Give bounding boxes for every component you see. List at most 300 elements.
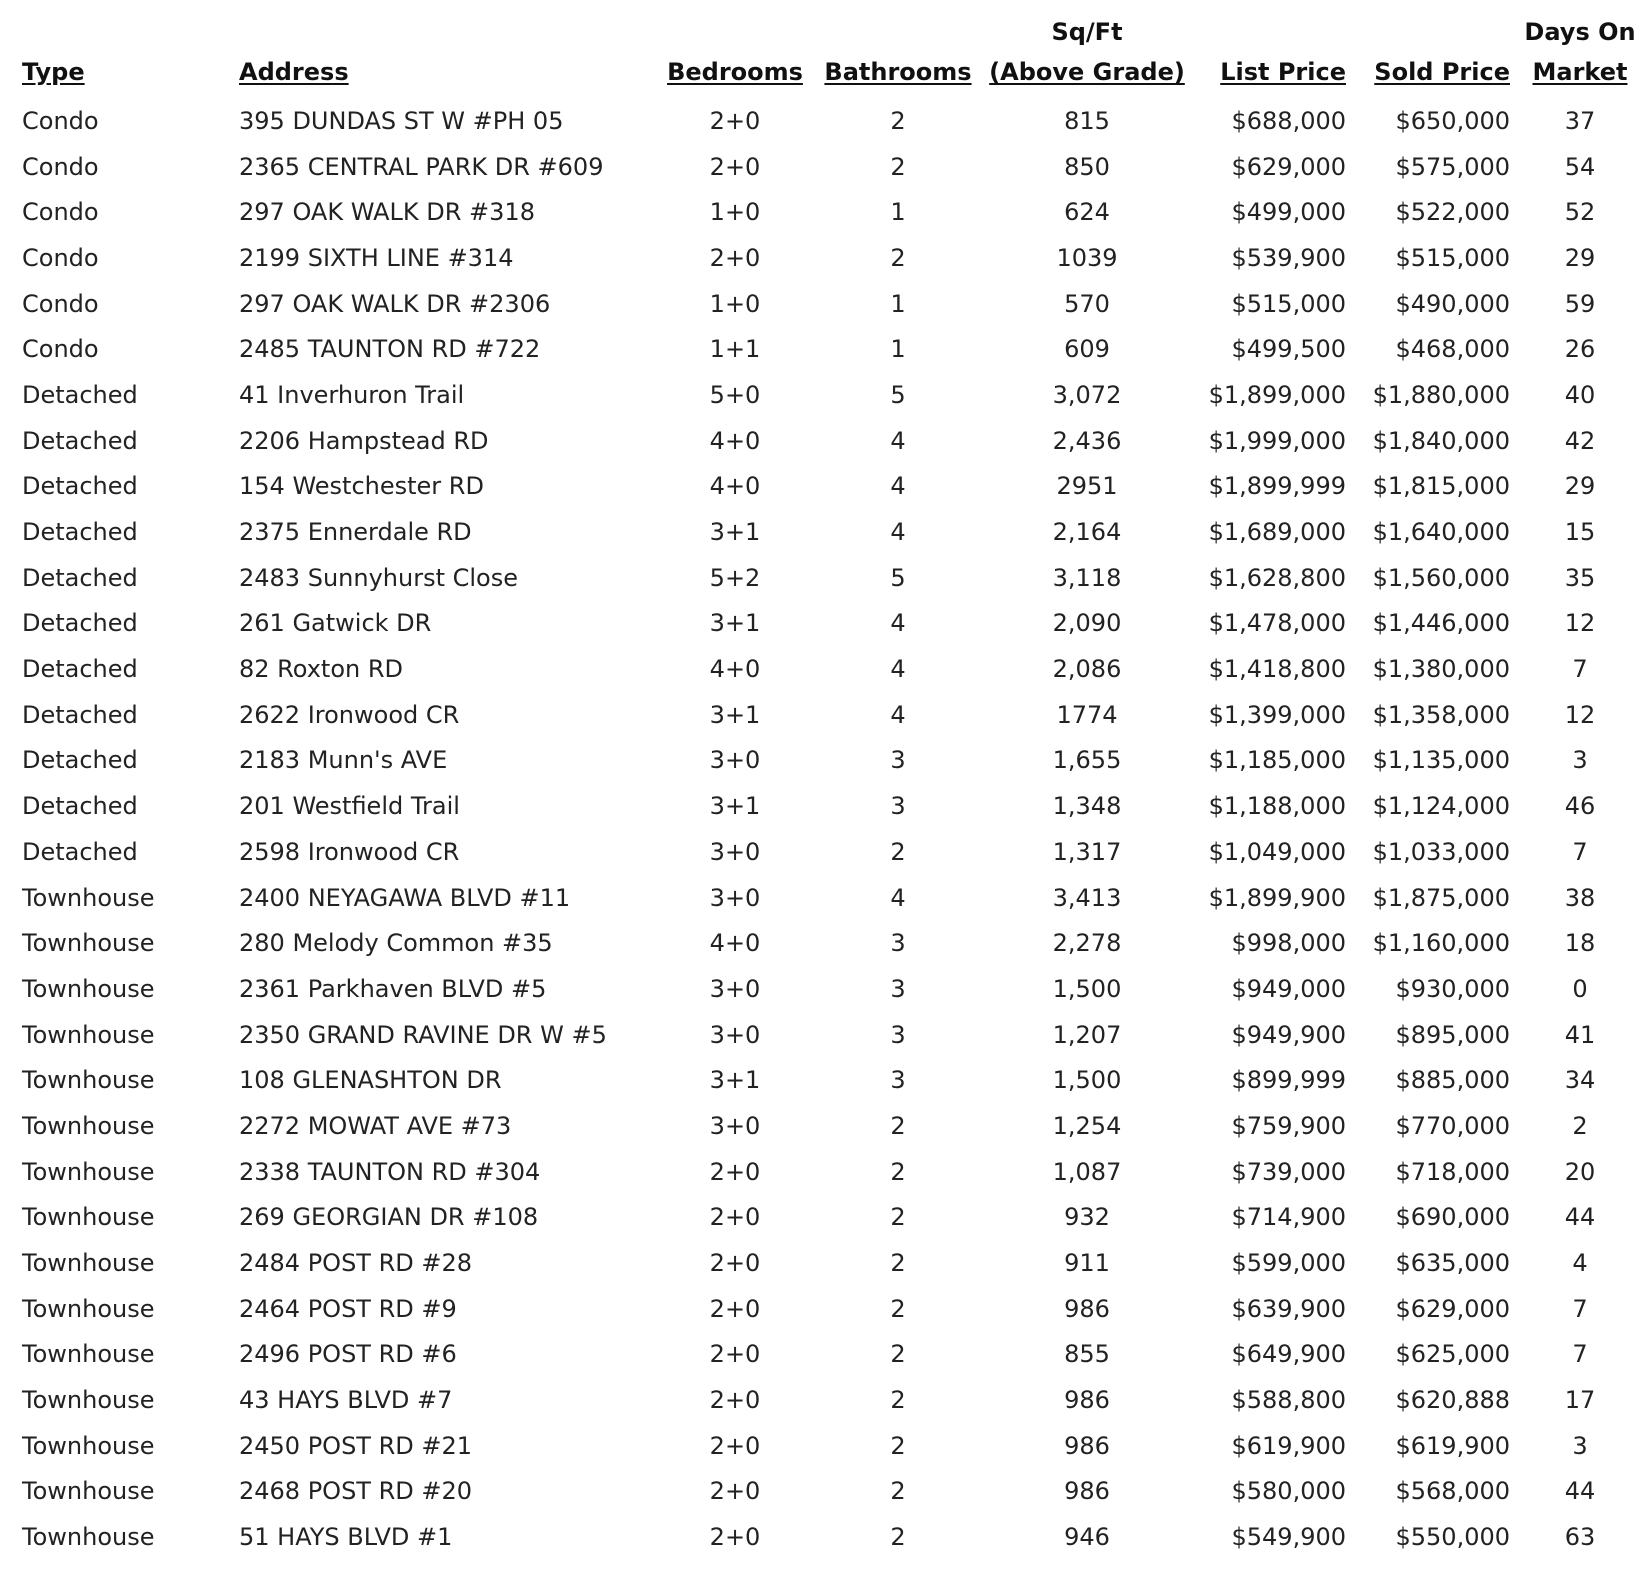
cell-type: Detached	[22, 563, 138, 592]
cell-bathrooms: 2	[890, 106, 906, 135]
cell-list-price: $1,185,000	[1208, 746, 1346, 775]
table-row	[0, 1149, 1650, 1195]
cell-bathrooms: 3	[890, 974, 906, 1003]
cell-days-on-market: 37	[1564, 106, 1596, 135]
cell-bedrooms: 2+0	[709, 152, 761, 181]
cell-sqft: 3,072	[1052, 380, 1122, 409]
cell-address: 395 DUNDAS ST W #PH 05	[239, 106, 564, 135]
cell-type: Detached	[22, 792, 138, 821]
table-row	[0, 1103, 1650, 1149]
cell-address: 82 Roxton RD	[239, 655, 404, 684]
table-row	[0, 464, 1650, 510]
cell-bedrooms: 2+0	[709, 1431, 761, 1460]
table-row	[0, 829, 1650, 875]
cell-address: 2598 Ironwood CR	[239, 837, 460, 866]
cell-sold-price: $650,000	[1395, 106, 1510, 135]
cell-sold-price: $1,124,000	[1372, 792, 1510, 821]
cell-address: 2272 MOWAT AVE #73	[239, 1111, 512, 1140]
table-row	[0, 372, 1650, 418]
header-row-bottom	[0, 46, 1650, 98]
cell-list-price: $619,900	[1231, 1431, 1346, 1460]
cell-sqft: 1,500	[1052, 974, 1122, 1003]
cell-sqft: 815	[1064, 106, 1110, 135]
cell-list-price: $1,999,000	[1208, 426, 1346, 455]
cell-sqft: 570	[1064, 289, 1110, 318]
cell-sqft: 2,436	[1052, 426, 1122, 455]
cell-type: Townhouse	[22, 1203, 155, 1232]
table-row	[0, 555, 1650, 601]
cell-sqft: 1039	[1056, 243, 1118, 272]
cell-sqft: 1,317	[1052, 837, 1122, 866]
cell-bedrooms: 3+0	[709, 883, 761, 912]
cell-list-price: $949,000	[1231, 974, 1346, 1003]
cell-bedrooms: 1+0	[709, 198, 761, 227]
table-row	[0, 601, 1650, 647]
cell-type: Condo	[22, 152, 99, 181]
cell-sqft: 2,086	[1052, 655, 1122, 684]
cell-sold-price: $1,135,000	[1372, 746, 1510, 775]
cell-bedrooms: 2+0	[709, 1203, 761, 1232]
cell-address: 2350 GRAND RAVINE DR W #5	[239, 1020, 607, 1049]
cell-bathrooms: 2	[890, 1340, 906, 1369]
cell-bedrooms: 2+0	[709, 1294, 761, 1323]
cell-days-on-market: 35	[1564, 563, 1596, 592]
cell-days-on-market: 46	[1564, 792, 1596, 821]
cell-bedrooms: 3+1	[709, 792, 761, 821]
cell-list-price: $515,000	[1231, 289, 1346, 318]
table-row	[0, 783, 1650, 829]
cell-bathrooms: 2	[890, 1523, 906, 1552]
header-sqft-bottom: (Above Grade)	[989, 58, 1185, 86]
cell-days-on-market: 29	[1564, 243, 1596, 272]
cell-type: Detached	[22, 746, 138, 775]
cell-bedrooms: 2+0	[709, 1386, 761, 1415]
cell-type: Townhouse	[22, 1020, 155, 1049]
cell-days-on-market: 7	[1572, 1340, 1588, 1369]
cell-list-price: $580,000	[1231, 1477, 1346, 1506]
table-row	[0, 1514, 1650, 1560]
cell-bathrooms: 4	[890, 883, 906, 912]
cell-list-price: $949,900	[1231, 1020, 1346, 1049]
cell-type: Townhouse	[22, 1157, 155, 1186]
cell-days-on-market: 15	[1564, 518, 1596, 547]
cell-bathrooms: 2	[890, 1477, 906, 1506]
cell-list-price: $1,899,000	[1208, 380, 1346, 409]
cell-sqft: 986	[1064, 1294, 1110, 1323]
table-row	[0, 738, 1650, 784]
cell-sold-price: $690,000	[1395, 1203, 1510, 1232]
cell-sqft: 1,348	[1052, 792, 1122, 821]
cell-sqft: 946	[1064, 1523, 1110, 1552]
cell-address: 261 Gatwick DR	[239, 609, 432, 638]
cell-sqft: 932	[1064, 1203, 1110, 1232]
cell-bedrooms: 3+0	[709, 837, 761, 866]
cell-sold-price: $620,888	[1395, 1386, 1510, 1415]
cell-bathrooms: 2	[890, 1386, 906, 1415]
cell-bathrooms: 2	[890, 1294, 906, 1323]
cell-bedrooms: 4+0	[709, 426, 761, 455]
cell-days-on-market: 29	[1564, 472, 1596, 501]
cell-address: 269 GEORGIAN DR #108	[239, 1203, 539, 1232]
table-row	[0, 692, 1650, 738]
cell-bedrooms: 2+0	[709, 1477, 761, 1506]
cell-list-price: $588,800	[1231, 1386, 1346, 1415]
cell-bedrooms: 5+2	[709, 563, 761, 592]
cell-days-on-market: 54	[1564, 152, 1596, 181]
cell-sqft: 2951	[1056, 472, 1118, 501]
cell-type: Condo	[22, 198, 99, 227]
cell-bedrooms: 2+0	[709, 1340, 761, 1369]
cell-address: 2206 Hampstead RD	[239, 426, 489, 455]
cell-list-price: $629,000	[1231, 152, 1346, 181]
cell-bathrooms: 1	[890, 289, 906, 318]
cell-bathrooms: 5	[890, 380, 906, 409]
cell-bathrooms: 3	[890, 1066, 906, 1095]
cell-days-on-market: 2	[1572, 1111, 1588, 1140]
cell-sold-price: $1,380,000	[1372, 655, 1510, 684]
cell-address: 2375 Ennerdale RD	[239, 518, 472, 547]
cell-list-price: $1,899,900	[1208, 883, 1346, 912]
cell-bathrooms: 2	[890, 1431, 906, 1460]
cell-bedrooms: 2+0	[709, 243, 761, 272]
cell-sold-price: $550,000	[1395, 1523, 1510, 1552]
cell-sold-price: $1,880,000	[1372, 380, 1510, 409]
table-row	[0, 966, 1650, 1012]
cell-days-on-market: 0	[1572, 974, 1588, 1003]
cell-bathrooms: 4	[890, 426, 906, 455]
cell-type: Condo	[22, 335, 99, 364]
header-list-price: List Price	[1220, 58, 1346, 86]
cell-days-on-market: 3	[1572, 746, 1588, 775]
cell-days-on-market: 59	[1564, 289, 1596, 318]
cell-address: 43 HAYS BLVD #7	[239, 1386, 453, 1415]
table-row	[0, 418, 1650, 464]
table-body	[0, 98, 1650, 1560]
table-row	[0, 98, 1650, 144]
cell-type: Detached	[22, 472, 138, 501]
table-row	[0, 1469, 1650, 1515]
cell-list-price: $1,899,999	[1208, 472, 1346, 501]
cell-sold-price: $1,446,000	[1372, 609, 1510, 638]
header-row-top	[0, 0, 1650, 46]
cell-list-price: $1,478,000	[1208, 609, 1346, 638]
cell-address: 2183 Munn's AVE	[239, 746, 448, 775]
cell-bathrooms: 2	[890, 1203, 906, 1232]
cell-address: 2485 TAUNTON RD #722	[239, 335, 541, 364]
cell-sold-price: $1,560,000	[1372, 563, 1510, 592]
cell-bathrooms: 1	[890, 335, 906, 364]
cell-address: 41 Inverhuron Trail	[239, 380, 465, 409]
cell-days-on-market: 42	[1564, 426, 1596, 455]
cell-sqft: 986	[1064, 1477, 1110, 1506]
cell-sqft: 3,413	[1052, 883, 1122, 912]
table-row	[0, 281, 1650, 327]
cell-sold-price: $468,000	[1395, 335, 1510, 364]
cell-sold-price: $930,000	[1395, 974, 1510, 1003]
cell-type: Condo	[22, 243, 99, 272]
cell-bathrooms: 2	[890, 243, 906, 272]
cell-list-price: $639,900	[1231, 1294, 1346, 1323]
cell-sqft: 609	[1064, 335, 1110, 364]
cell-address: 2622 Ironwood CR	[239, 700, 460, 729]
cell-type: Condo	[22, 289, 99, 318]
cell-type: Townhouse	[22, 1249, 155, 1278]
cell-type: Townhouse	[22, 1386, 155, 1415]
cell-address: 2338 TAUNTON RD #304	[239, 1157, 541, 1186]
header-sqft-top: Sq/Ft	[1051, 18, 1123, 46]
table-row	[0, 1057, 1650, 1103]
cell-address: 2400 NEYAGAWA BLVD #11	[239, 883, 571, 912]
table-row	[0, 189, 1650, 235]
cell-address: 2468 POST RD #20	[239, 1477, 473, 1506]
cell-bathrooms: 2	[890, 837, 906, 866]
cell-type: Detached	[22, 518, 138, 547]
cell-list-price: $549,900	[1231, 1523, 1346, 1552]
cell-type: Townhouse	[22, 1111, 155, 1140]
header-type: Type	[22, 58, 85, 86]
cell-days-on-market: 38	[1564, 883, 1596, 912]
cell-type: Detached	[22, 380, 138, 409]
table-row	[0, 1286, 1650, 1332]
cell-bedrooms: 3+0	[709, 746, 761, 775]
cell-days-on-market: 3	[1572, 1431, 1588, 1460]
header-dom-top: Days On	[1524, 18, 1636, 46]
cell-type: Townhouse	[22, 929, 155, 958]
cell-sold-price: $1,840,000	[1372, 426, 1510, 455]
cell-sold-price: $885,000	[1395, 1066, 1510, 1095]
cell-sqft: 1774	[1056, 700, 1118, 729]
cell-type: Townhouse	[22, 1340, 155, 1369]
cell-bathrooms: 4	[890, 518, 906, 547]
cell-address: 280 Melody Common #35	[239, 929, 553, 958]
cell-days-on-market: 4	[1572, 1249, 1588, 1278]
cell-sold-price: $490,000	[1395, 289, 1510, 318]
cell-bedrooms: 3+0	[709, 1111, 761, 1140]
cell-address: 2365 CENTRAL PARK DR #609	[239, 152, 604, 181]
cell-bedrooms: 3+0	[709, 974, 761, 1003]
cell-type: Townhouse	[22, 883, 155, 912]
header-dom-bottom: Market	[1532, 58, 1628, 86]
cell-bathrooms: 4	[890, 609, 906, 638]
cell-type: Townhouse	[22, 1523, 155, 1552]
cell-bathrooms: 4	[890, 472, 906, 501]
cell-days-on-market: 44	[1564, 1477, 1596, 1506]
cell-type: Townhouse	[22, 1294, 155, 1323]
cell-address: 108 GLENASHTON DR	[239, 1066, 502, 1095]
cell-days-on-market: 7	[1572, 655, 1588, 684]
table-row	[0, 1332, 1650, 1378]
table-header	[0, 0, 1650, 98]
cell-bedrooms: 2+0	[709, 106, 761, 135]
header-address: Address	[239, 58, 349, 86]
cell-sqft: 986	[1064, 1431, 1110, 1460]
cell-days-on-market: 12	[1564, 700, 1596, 729]
cell-bedrooms: 3+1	[709, 700, 761, 729]
cell-list-price: $1,399,000	[1208, 700, 1346, 729]
cell-bathrooms: 2	[890, 152, 906, 181]
header-bathrooms: Bathrooms	[824, 58, 972, 86]
table-row	[0, 1423, 1650, 1469]
cell-sold-price: $625,000	[1395, 1340, 1510, 1369]
cell-sold-price: $895,000	[1395, 1020, 1510, 1049]
cell-bedrooms: 2+0	[709, 1249, 761, 1278]
cell-days-on-market: 26	[1564, 335, 1596, 364]
cell-list-price: $899,999	[1231, 1066, 1346, 1095]
cell-bedrooms: 4+0	[709, 472, 761, 501]
cell-type: Townhouse	[22, 1066, 155, 1095]
cell-address: 154 Westchester RD	[239, 472, 484, 501]
cell-address: 2199 SIXTH LINE #314	[239, 243, 514, 272]
cell-sold-price: $1,033,000	[1372, 837, 1510, 866]
cell-list-price: $1,418,800	[1208, 655, 1346, 684]
cell-bedrooms: 1+0	[709, 289, 761, 318]
header-bedrooms: Bedrooms	[667, 58, 803, 86]
cell-bathrooms: 4	[890, 700, 906, 729]
cell-sold-price: $1,875,000	[1372, 883, 1510, 912]
cell-address: 2496 POST RD #6	[239, 1340, 457, 1369]
cell-days-on-market: 41	[1564, 1020, 1596, 1049]
cell-sqft: 624	[1064, 198, 1110, 227]
cell-bedrooms: 3+1	[709, 518, 761, 547]
cell-list-price: $649,900	[1231, 1340, 1346, 1369]
cell-bedrooms: 4+0	[709, 929, 761, 958]
cell-sold-price: $619,900	[1395, 1431, 1510, 1460]
cell-address: 2484 POST RD #28	[239, 1249, 473, 1278]
table-row	[0, 1377, 1650, 1423]
cell-bathrooms: 2	[890, 1111, 906, 1140]
cell-bedrooms: 1+1	[709, 335, 761, 364]
cell-bathrooms: 3	[890, 746, 906, 775]
table-row	[0, 326, 1650, 372]
cell-list-price: $539,900	[1231, 243, 1346, 272]
cell-address: 201 Westfield Trail	[239, 792, 460, 821]
cell-address: 297 OAK WALK DR #2306	[239, 289, 551, 318]
cell-sold-price: $522,000	[1395, 198, 1510, 227]
cell-address: 2464 POST RD #9	[239, 1294, 457, 1323]
cell-sold-price: $1,358,000	[1372, 700, 1510, 729]
cell-type: Condo	[22, 106, 99, 135]
cell-sqft: 1,207	[1052, 1020, 1122, 1049]
cell-type: Detached	[22, 837, 138, 866]
cell-sold-price: $515,000	[1395, 243, 1510, 272]
cell-days-on-market: 18	[1564, 929, 1596, 958]
cell-sqft: 3,118	[1052, 563, 1122, 592]
cell-sqft: 2,164	[1052, 518, 1122, 547]
cell-days-on-market: 7	[1572, 837, 1588, 866]
cell-list-price: $759,900	[1231, 1111, 1346, 1140]
cell-days-on-market: 44	[1564, 1203, 1596, 1232]
cell-sold-price: $575,000	[1395, 152, 1510, 181]
cell-sqft: 2,278	[1052, 929, 1122, 958]
cell-days-on-market: 12	[1564, 609, 1596, 638]
cell-list-price: $1,188,000	[1208, 792, 1346, 821]
cell-bathrooms: 3	[890, 1020, 906, 1049]
cell-sold-price: $718,000	[1395, 1157, 1510, 1186]
table-row	[0, 235, 1650, 281]
cell-sqft: 1,500	[1052, 1066, 1122, 1095]
table-row	[0, 1195, 1650, 1241]
cell-days-on-market: 40	[1564, 380, 1596, 409]
cell-type: Townhouse	[22, 1477, 155, 1506]
cell-sqft: 855	[1064, 1340, 1110, 1369]
table-row	[0, 144, 1650, 190]
cell-bathrooms: 3	[890, 929, 906, 958]
cell-sqft: 2,090	[1052, 609, 1122, 638]
table-row	[0, 509, 1650, 555]
cell-list-price: $998,000	[1231, 929, 1346, 958]
cell-sold-price: $635,000	[1395, 1249, 1510, 1278]
cell-list-price: $714,900	[1231, 1203, 1346, 1232]
cell-days-on-market: 63	[1564, 1523, 1596, 1552]
header-sold-price: Sold Price	[1374, 58, 1510, 86]
cell-bedrooms: 4+0	[709, 655, 761, 684]
cell-bedrooms: 3+0	[709, 1020, 761, 1049]
table-row	[0, 646, 1650, 692]
cell-list-price: $1,049,000	[1208, 837, 1346, 866]
cell-bathrooms: 4	[890, 655, 906, 684]
cell-type: Detached	[22, 426, 138, 455]
cell-list-price: $499,500	[1231, 335, 1346, 364]
cell-sqft: 986	[1064, 1386, 1110, 1415]
cell-address: 2483 Sunnyhurst Close	[239, 563, 518, 592]
cell-days-on-market: 17	[1564, 1386, 1596, 1415]
cell-sqft: 1,655	[1052, 746, 1122, 775]
cell-bedrooms: 2+0	[709, 1157, 761, 1186]
cell-sold-price: $1,160,000	[1372, 929, 1510, 958]
cell-list-price: $499,000	[1231, 198, 1346, 227]
cell-type: Detached	[22, 609, 138, 638]
table-row	[0, 1240, 1650, 1286]
cell-days-on-market: 34	[1564, 1066, 1596, 1095]
cell-address: 297 OAK WALK DR #318	[239, 198, 535, 227]
cell-type: Townhouse	[22, 1431, 155, 1460]
cell-address: 51 HAYS BLVD #1	[239, 1523, 453, 1552]
cell-sold-price: $568,000	[1395, 1477, 1510, 1506]
cell-sqft: 1,087	[1052, 1157, 1122, 1186]
cell-list-price: $1,689,000	[1208, 518, 1346, 547]
cell-list-price: $1,628,800	[1208, 563, 1346, 592]
table-row	[0, 875, 1650, 921]
cell-sold-price: $629,000	[1395, 1294, 1510, 1323]
cell-list-price: $688,000	[1231, 106, 1346, 135]
cell-sqft: 911	[1064, 1249, 1110, 1278]
cell-list-price: $739,000	[1231, 1157, 1346, 1186]
cell-bedrooms: 3+1	[709, 1066, 761, 1095]
table-row	[0, 920, 1650, 966]
cell-days-on-market: 7	[1572, 1294, 1588, 1323]
cell-sqft: 1,254	[1052, 1111, 1122, 1140]
cell-bathrooms: 2	[890, 1157, 906, 1186]
table-row	[0, 1012, 1650, 1058]
cell-type: Detached	[22, 655, 138, 684]
cell-list-price: $599,000	[1231, 1249, 1346, 1278]
cell-sqft: 850	[1064, 152, 1110, 181]
cell-type: Townhouse	[22, 974, 155, 1003]
cell-bedrooms: 5+0	[709, 380, 761, 409]
cell-type: Detached	[22, 700, 138, 729]
cell-sold-price: $770,000	[1395, 1111, 1510, 1140]
cell-sold-price: $1,815,000	[1372, 472, 1510, 501]
cell-bedrooms: 2+0	[709, 1523, 761, 1552]
cell-days-on-market: 20	[1564, 1157, 1596, 1186]
cell-bathrooms: 1	[890, 198, 906, 227]
cell-address: 2450 POST RD #21	[239, 1431, 473, 1460]
cell-address: 2361 Parkhaven BLVD #5	[239, 974, 547, 1003]
cell-days-on-market: 52	[1564, 198, 1596, 227]
cell-bathrooms: 3	[890, 792, 906, 821]
cell-bathrooms: 5	[890, 563, 906, 592]
cell-bedrooms: 3+1	[709, 609, 761, 638]
